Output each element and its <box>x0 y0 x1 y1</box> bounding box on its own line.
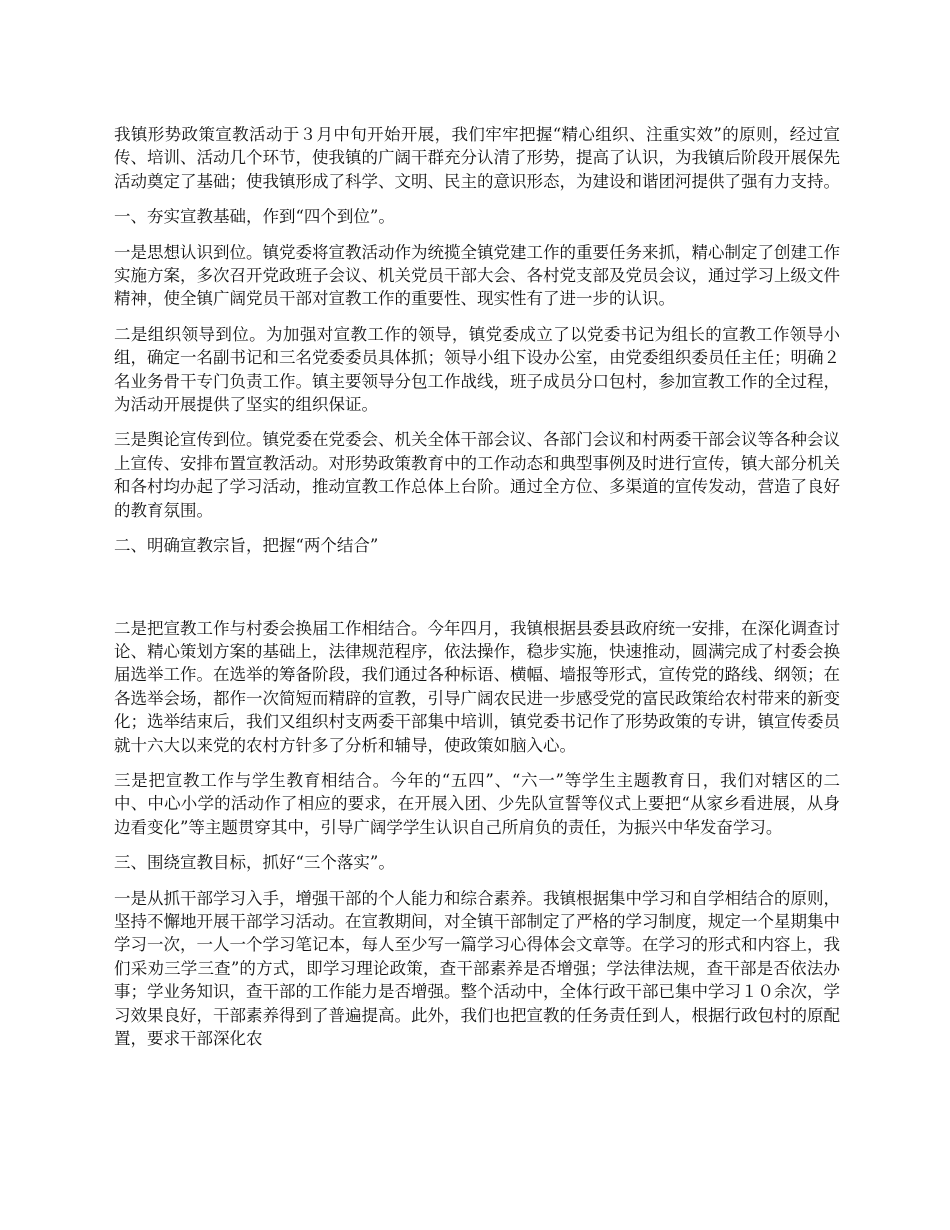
paragraph-village-election: 二是把宣教工作与村委会换届工作相结合。今年四月，我镇根据县委县政府统一安排，在深化调查讨论、精心策划方案的基础上，法律规范程序，依法操作，稳步实施，快速推动，圆满完成了村委会换届选举工作。在选举的筹备阶段，我们通过各种标语、横幅、墙报等形式，宣传党的路线、纲领；在各选举会场，都作一次简短而精辟的宣教，引导广阔农民进一步感受党的富民政策给农村带来的新变化；选举结束后，我们又组织村支两委干部集中培训，镇党委书记作了形势政策的专讲，镇宣传委员就十六大以来党的农村方针多了分析和辅导，使政策如脑入心。 <box>114 618 840 755</box>
paragraph-publicity: 三是舆论宣传到位。镇党委在党委会、机关全体干部会议、各部门会议和村两委干部会议等各种会议上宣传、安排布置宣教活动。对形势政策教育中的工作动态和典型事例及时进行宣传，镇大部分机关和各村均办起了学习活动，推动宣教工作总体上台阶。通过全方位、多渠道的宣传发动，营造了良好的教育氛围。 <box>114 430 840 520</box>
section-heading-2: 二、明确宣教宗旨，把握“两个结合” <box>114 536 379 556</box>
section-heading-3: 三、围绕宣教目标，抓好“三个落实”。 <box>114 853 395 873</box>
document-body <box>114 123 840 1062</box>
paragraph-organization-leadership: 二是组织领导到位。为加强对宣教工作的领导，镇党委成立了以党委书记为组长的宣教工作领导小组，确定一名副书记和三名党委委员具体抓；领导小组下设办公室，由党委组织委员任主任；明确２名业务骨干专门负责工作。镇主要领导分包工作战线，班子成员分口包村，参加宣教工作的全过程，为活动开展提供了坚实的组织保证。 <box>114 324 840 415</box>
paragraph-student-education: 三是把宣教工作与学生教育相结合。今年的“五四”、“六一”等学生主题教育日，我们对辖区的二中、中心小学的活动作了相应的要求，在开展入团、少先队宣誓等仪式上要把“从家乡看进展，从身边看变化”等主题贯穿其中，引导广阔学学生认识自己所肩负的责任，为振兴中华发奋学习。 <box>114 770 840 837</box>
paragraph-thought-awareness: 一是思想认识到位。镇党委将宣教活动作为统揽全镇党建工作的重要任务来抓，精心制定了创建工作实施方案，多次召开党政班子会议、机关党员干部大会、各村党支部及党员会议，通过学习上级文件精神，使全镇广阔党员干部对宣教工作的重要性、现实性有了进一步的认识。 <box>114 242 840 309</box>
paragraph-cadre-study: 一是从抓干部学习入手，增强干部的个人能力和综合素养。我镇根据集中学习和自学相结合的原则，坚持不懈地开展干部学习活动。在宣教期间，对全镇干部制定了严格的学习制度，规定一个星期集中学习一次，一人一个学习笔记本，每人至少写一篇学习心得体会文章等。在学习的形式和内容上，我们采劝三学三查”的方式，即学习理论政策，查干部素养是否增强；学法律法规，查干部是否依法办事；学业务知识，查干部的工作能力是否增强。整个活动中，全体行政干部已集中学习１０余次，学习效果良好，干部素养得到了普遍提高。此外，我们也把宣教的任务责任到人，根据行政包村的原配置，要求干部深化农 <box>114 888 840 1048</box>
intro-paragraph: 我镇形势政策宣教活动于３月中旬开始开展，我们牢牢把握“精心组织、注重实效”的原则，经过宣传、培训、活动几个环节，使我镇的广阔干群充分认清了形势，提高了认识，为我镇后阶段开展保先活动奠定了基础；使我镇形成了科学、文明、民主的意识形态，为建设和谐团河提供了强有力支持。 <box>114 125 840 191</box>
section-heading-1: 一、夯实宣教基础，作到“四个到位”。 <box>114 207 395 227</box>
